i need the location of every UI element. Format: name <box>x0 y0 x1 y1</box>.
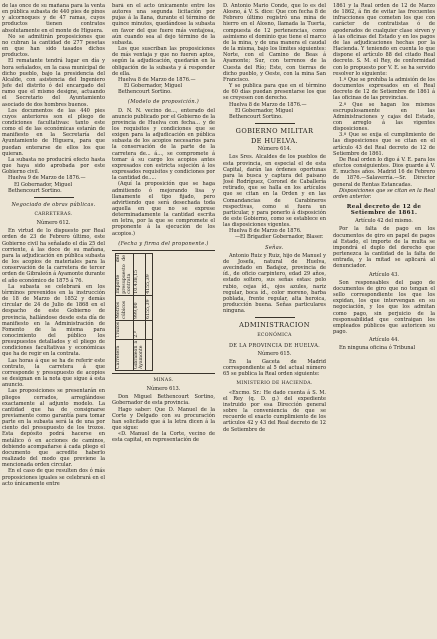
notice-number: Número 612. <box>36 220 71 227</box>
table-header: Importe del presupuesto de contrata <box>115 254 132 294</box>
paragraph: Son responsables del pago de documentos de giro que no tengan el sello correspondiente los que los expidan, los que intervengan en su negociación, y los que los admitan como pago, sin perjuicio de la responsabilidad que contraigan los empleados públicos que autoricen su pago. <box>333 279 435 335</box>
column-3 <box>223 3 326 433</box>
paragraph: (Aquí la proposición que se haga admitiendo ó mejorando lisa y llanamente el tipo fijado, pero advirtiendo que será desechada toda aquella en que no se exprese determinadamente la cantidad escrita en letra, por la que se compromete el proponente á la ejecución de los acopios.) <box>112 181 215 237</box>
paragraph: En el caso de que resulten dos ó más proposiciones iguales se celebrará en el acto únicamente entre <box>2 468 105 487</box>
section-heading: ECONÓMICA <box>257 332 292 338</box>
paragraph: Las horas á que se ha de referir este contrato, la carretera á que corresponde y presupuesto de acopios se designan en la nota que sigue á esta anuncio. <box>2 357 105 389</box>
divider <box>34 197 74 198</box>
section-heading: Negociado de obras públicas. <box>11 201 96 208</box>
column-4 <box>333 3 435 351</box>
divider <box>255 123 295 124</box>
rotated-table <box>115 253 213 371</box>
paragraph: 3.º Que se exija el cumplimiento de las disposiciones que se citan en el artículo 43 del Real decreto de 12 de Setiembre de 1861. <box>333 132 435 157</box>
table-cell: 10.438,15 <box>133 253 145 295</box>
table-cell <box>145 320 152 339</box>
paragraph: En virtud de lo dispuesto por Real orden de 23 de Febrero último, este Gobierno civil ha señalado el día 25 del corriente, á las doce de su mañana, para la adjudicación en pública subasta de los acopios de materiales para la conservación de la carretera de tercer orden de Gibraleón á Ayamonte durante el año económico de 1875 á 76. <box>2 228 105 284</box>
subsection-heading: Señas. <box>265 244 284 251</box>
paragraph: Don Miguel Bethencourt Sortino, Gobernador de esta provincia. <box>112 394 215 407</box>
paragraph: La subasta no producirá efecto hasta que haya sido aprobada por este Gobierno civil. <box>2 156 105 176</box>
signature: El Gobernador, Miguel Bethencourt Sortino. <box>229 107 294 120</box>
signature: El Gobernador, Miguel Bethencourt Sortino. <box>118 83 183 96</box>
paragraph: Las proposiciones se presentarán en pliegos cerrados, arreglándose exactamente al adjunto modelo. La cantidad que ha de consignarse previamente como garantía para tomar parte en la subasta será la de una por ciento del presupuesto de los trozos. Esta depósito podrá hacerse en metálico ó en acciones de caminos, debiendo acompañarse á cada pliego el documento que acredite haberlo realizado del modo que previene la mencionada orden circular. <box>2 388 105 469</box>
section-heading: DE LA PROVINCIA DE HUELVA. <box>228 342 321 349</box>
article-number: Artículo 43. <box>368 271 400 278</box>
signature-note: (Fecha y firma del proponente.) <box>118 240 209 247</box>
paragraph: La subasta se celebrará en los términos prevenidos en la instrucción de 18 de Marzo de 1852 y demás circular de 24 de Julio de 1868 en el despacho de este Gobierno de provincia, hallándose desde esta día de manifiesto en la Administración de Fomento de la misma para conocimiento del público los presupuestos detallados y el pliego de condiciones facultativas y económicas que ha de regir en la contrata. <box>2 283 105 358</box>
rotated-table-box <box>112 250 215 374</box>
paragraph: Por la falta de pago en los documentos de giro en papel de pagos al Estado, el importe de la multa se impondrá el duplo del derecho que pertenezca la cantidad de la falta de entrada, y la mitad se aplicará al denunciador. <box>333 226 435 270</box>
column-2 <box>112 3 215 444</box>
paragraph: En ninguna oficina ó Tribunal <box>339 345 416 352</box>
section-heading: MINISTERIO DE HACIENDA. <box>236 381 313 387</box>
paragraph: Los documentos de las 440 pies cuyos anteriores son el pliego de condiciones facultativas: tanto este como el de las económicas estarán de manifiesto en la Secretaría del Ayuntamiento de Higuera, para que puedan enterarse de ellos los que quieran. <box>2 107 105 157</box>
paragraph: 1.º Que se prohíba la admisión de los documentos expresados en el Real decreto de 12 de Setiembre de 1861 á las oficinas de las provincias. <box>333 76 435 102</box>
table-row <box>133 253 145 370</box>
section-heading: MINAS. <box>153 377 174 383</box>
paragraph: Antonio Ruiz y Ruiz, hijo de Manuel y de Josefa, natural de Huelva, avecindado en Badajoz, provincia de íd., de oficio carpintero, edad 29 años, estado soltero, sus señas estas: pelo rubio, cejas íd., ojos azules, nariz regular, boca íd., color moreno, barba poblada, frente regular, alta heroica, producción buena. Señas particulares ninguna. <box>223 252 326 315</box>
table-cell: Gibraleón á Ayamonte <box>133 340 144 369</box>
table-header-row <box>115 253 133 370</box>
paragraph: Disposiciones que se citan en la Real orden anterior. <box>333 187 435 200</box>
section-heading: ADMINISTRACION <box>239 321 310 330</box>
table-cell <box>145 339 152 370</box>
table-cell: 2.º <box>133 320 145 339</box>
paragraph: De Real orden lo digo á V. E. para los efectos consiguientes. Dios guarde á V. E. muchos años. Madrid 16 de Febrero de 1876.—Salaverría.—Sr. Director general de Rentas Estancadas. <box>333 156 435 188</box>
subsection-heading: CARRETERAS. <box>34 212 73 217</box>
paragraph: El rematante tendrá lugar en día y hora señalados, en la casa municipal de dicho pueblo, bajo la presidencia del Alcalde, con asistencia del Ingeniero Jefe del distrito ó del encargado del ramo que el mismo designe, actuando el Secretario del Ayuntamiento asociado de dos hombres buenos. <box>2 58 105 108</box>
date-line: Huelva 8 de Marzo de 1876.— <box>229 101 307 108</box>
divider <box>255 317 295 318</box>
paragraph: «Excmo. Sr.: He dado cuenta á S. M. el Rey (q. D. g.) del expediente instruido por esa Dirección general sobre la conveniencia de que se recuerde el exacto cumplimiento de los artículos 42 y 43 del Real decreto de 12 de Setiembre de <box>223 389 326 433</box>
notice-number: Número 613. <box>146 386 181 393</box>
table-header: Metros cúbicos <box>115 295 133 320</box>
article-number: Artículo 42 del mismo. <box>355 218 413 225</box>
paragraph: Hago saber: Que D. Manuel de la Corte y Delgado con su procuración han solicitado que á la letra dicen á la que sigue: <box>112 406 215 432</box>
section-heading: GOBIERNO MILITAR <box>235 126 314 135</box>
paragraph: «D. Manuel de la Corte, vecino de esta capital, en representación de <box>112 431 215 444</box>
section-heading: (Modelo de proposición.) <box>127 99 200 106</box>
table-cell: 6155,39 <box>145 295 152 320</box>
paragraph: 1861 y la Real orden de 12 de Marzo de 1862, á fin de evitar las frecuentes infracciones que cometen los que con carácter de contratistas ó de apoderados de cualquier clase sirven y á las oficinas del Estado y en los pagos de las adjudicaciones hechas por la Hacienda. Y teniendo en cuenta lo que dispone el artículo 88 del citado Real decreto. S. M. el Rey, de conformidad con lo propuesto por V. E. se ha servido resolver lo siguiente: <box>333 3 435 77</box>
table-header: Carretera <box>115 339 133 370</box>
paragraph: D. N. N. vecino de..., enterado del anuncio publicado por el Gobierno de la provincia de Huelva con fecha... y de los requisitos y condiciones que se exigen para la adjudicación en pública subasta de los acopios necesarios para la conservación de la parte de la carretera de... á..., se compromete á tomar á su cargo los acopios antes expresados con estricta sujeción á los expresados requisitos y condiciones por la cantidad de..... <box>112 107 215 182</box>
article-number: Artículo 44. <box>368 337 400 344</box>
paragraph: de las once de su mañana para la venta en pública subasta de 440 pies de pinos y alcornoques y de 47 ramas, cuyos productos tienen contratos absolutamente en el monte de Higuera. <box>2 3 105 34</box>
date-line: Huelva 9 de Marzo de 1876.— <box>8 175 86 182</box>
column-1 <box>2 3 105 487</box>
section-heading: Real decreto de 12 de Setiembre de 1861. <box>346 204 422 217</box>
paragraph: Los que suscriban las proposiciones de más ventaja y que no fueren aptos, según la adjudicación, quedarán en la obligación de la subasta y á responder de ella. <box>112 46 215 77</box>
table-header: Trozos <box>115 320 133 339</box>
table-cell: 999,00 <box>133 295 145 320</box>
notice-number: Número 615. <box>257 350 292 357</box>
table-cell: 4155,39 <box>145 253 152 295</box>
date-line: Huelva 8 de Marzo de 1876. <box>229 228 302 235</box>
table-row <box>145 253 152 370</box>
date-line: Huelva 8 de Marzo de 1876.— <box>118 76 196 83</box>
paragraph: bará en el acto únicamente entre los autores una segunda licitación por pujas á la llana, durante el término de quince minutos, quedándose la subasta en favor del que fuere más ventajosa, aún cuando sea al dejo término de la subasta. <box>112 3 215 46</box>
materials-table <box>115 253 153 371</box>
paragraph: Y se publica para que en el término de 60 días puedan presentarse los que se creyesen con derecho. <box>223 83 326 102</box>
paragraph: 2.º Que se hagan los mismos escrupulosamente en las Administraciones y cajas del Estado, con arreglo á las vigentes disposiciones. <box>333 101 435 133</box>
signature: —El Brigadier Gobernador, Blaser. <box>235 234 324 241</box>
paragraph: Los Sres. Alcaldes de los pueblos de esta provincia, en especial el de esta Capital, darán las órdenes oportunas para la busca y captura del paisano José Rodríguez, Coronel de Caballería retirado, que se halla en los artículos que se citan en la Orden y en las Comandancias de Carabineros respectivas, como si fuera un particular, y para ponerlo á disposición de este Gobierno, como se establece en las disposiciones vigentes. <box>223 154 326 229</box>
paragraph: No se admitirán proposiciones que no cubran la cantidad de 277 pesetas en que han sido tasados dichos productos. <box>2 33 105 59</box>
notice-number: Número 614. <box>257 146 292 153</box>
signature: El Gobernador, Miguel Bethencourt Sortino. <box>8 181 73 194</box>
paragraph: D. Antonio Mario Conde, que lo es del Alosno, á V. S. dice: Que con fecha 8 de Febrero último registró una mina de hierro en el Alosno, llamada la Tuerta, compuesta de 12 pertenencias, como asimismo el dominio que tiene el marco de la mina, y de una manera el caudal de la misma, bajo los límites siguientes: Norte, con el Camino de Beas á Ayamonte; Sur, con terrenos de la Cuesta del Río; Este, con tierras de dicho pueblo, y Oeste, con la mina San Francisco. <box>223 3 326 83</box>
section-heading: DE HUELVA. <box>250 137 299 146</box>
paragraph: En la Gaceta de Madrid correspondiente al 5 del actual número 65 se publica la Real orden siguiente: <box>223 358 326 378</box>
